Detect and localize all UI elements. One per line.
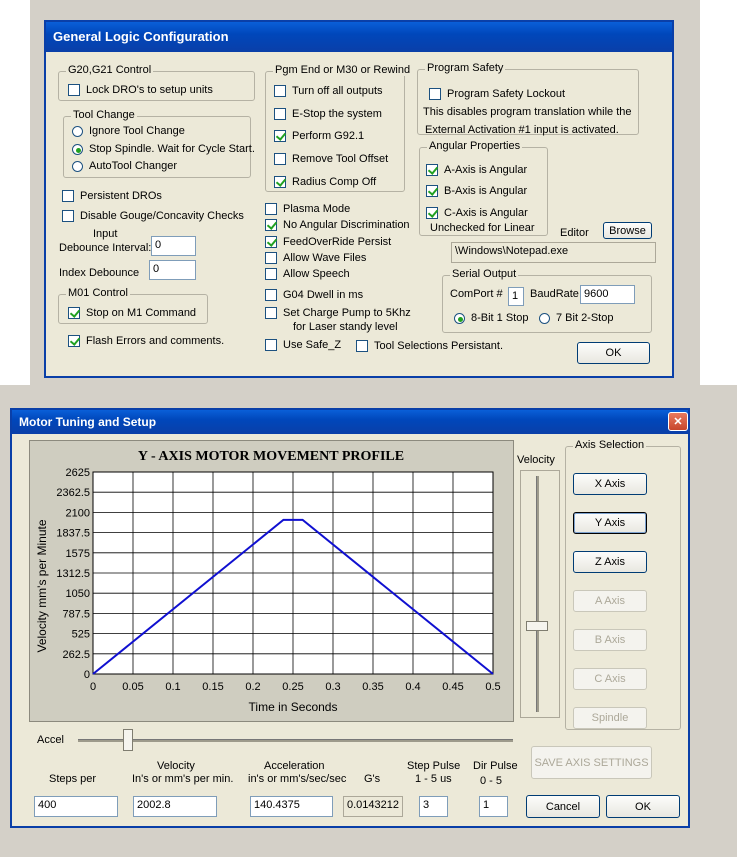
- b-axis-angular-checkbox[interactable]: [426, 184, 527, 198]
- checkbox-label: FeedOverRide Persist: [283, 236, 392, 248]
- debounce-label: Debounce Interval:: [59, 242, 152, 254]
- no-angular-discrimination-checkbox[interactable]: [265, 218, 410, 232]
- x-axis-button[interactable]: X Axis: [573, 473, 647, 495]
- x-tick-label: 0.15: [202, 681, 224, 693]
- y-tick-label: 0: [83, 669, 90, 681]
- checkbox-label: Stop on M1 Command: [86, 307, 197, 319]
- editor-label: Editor: [560, 227, 589, 239]
- radius-comp-checkbox[interactable]: [274, 175, 376, 189]
- checkbox-box[interactable]: [265, 203, 277, 215]
- velocity-slider-frame: [520, 470, 560, 718]
- feedoverride-persist-checkbox[interactable]: [265, 235, 391, 249]
- checkbox-box[interactable]: [274, 176, 286, 188]
- checkbox-box[interactable]: [68, 335, 80, 347]
- accel-slider-thumb[interactable]: [123, 729, 133, 751]
- checkbox-box[interactable]: [274, 153, 286, 165]
- program-safety-lockout-checkbox[interactable]: [429, 87, 565, 101]
- velocity-slider-track[interactable]: [536, 476, 539, 712]
- radio-dot[interactable]: [72, 144, 83, 155]
- checkbox-box[interactable]: [426, 207, 438, 219]
- acceleration-units: in's or mm's/sec/sec: [248, 773, 347, 785]
- x-tick-label: 0.05: [122, 681, 144, 693]
- x-tick-label: 0: [89, 681, 97, 693]
- turn-off-outputs-checkbox[interactable]: [274, 84, 383, 98]
- tool-change-group: [63, 109, 255, 178]
- checkbox-label: No Angular Discrimination: [283, 219, 410, 231]
- checkbox-label: Plasma Mode: [283, 203, 351, 215]
- allow-speech-checkbox[interactable]: [265, 267, 350, 281]
- step-pulse-label: Step Pulse: [407, 760, 461, 772]
- velocity-label: Velocity: [517, 454, 555, 466]
- b-axis-button[interactable]: B Axis: [573, 629, 647, 651]
- y-tick-label: 262.5: [62, 648, 90, 661]
- chart-title: Y - AXIS MOTOR MOVEMENT PROFILE: [137, 449, 405, 464]
- checkbox-label: C-Axis is Angular: [444, 207, 528, 219]
- checkbox-box[interactable]: [265, 268, 277, 280]
- browse-button[interactable]: Browse: [603, 222, 652, 239]
- y-tick-label: 2625: [65, 467, 90, 479]
- checkbox-box[interactable]: [356, 340, 368, 352]
- y-tick-label: 1312.5: [56, 568, 90, 580]
- accel-slider-track[interactable]: [78, 739, 513, 742]
- checkbox-box[interactable]: [274, 85, 286, 97]
- close-icon[interactable]: ✕: [668, 412, 688, 431]
- persistent-dros-checkbox[interactable]: [62, 189, 162, 203]
- radio-dot[interactable]: [72, 126, 83, 137]
- dir-pulse-input[interactable]: 1: [479, 796, 508, 817]
- radio-label: 7 Bit 2-Stop: [556, 312, 614, 324]
- checkbox-box[interactable]: [265, 236, 277, 248]
- axis-selection-group: [565, 439, 681, 730]
- radio-dot[interactable]: [72, 161, 83, 172]
- program-safety-desc2: External Activation #1 input is activated.: [425, 124, 619, 136]
- radio-dot[interactable]: [454, 313, 465, 324]
- program-safety-title: Program Safety: [427, 62, 504, 74]
- stop-m1-checkbox[interactable]: [68, 306, 196, 320]
- editor-path-field[interactable]: \Windows\Notepad.exe: [451, 242, 656, 263]
- flash-errors-checkbox[interactable]: [68, 334, 224, 348]
- program-safety-group: [417, 62, 639, 136]
- angular-note: Unchecked for Linear: [430, 222, 535, 234]
- estop-checkbox[interactable]: [274, 107, 382, 121]
- velocity-input[interactable]: 2002.8: [133, 796, 217, 817]
- dir-pulse-label: Dir Pulse: [473, 760, 518, 772]
- checkbox-label: Disable Gouge/Concavity Checks: [80, 210, 244, 222]
- x-axis-ticks: [90, 681, 501, 693]
- general-ok-button[interactable]: OK: [577, 342, 650, 364]
- remove-tool-offset-checkbox[interactable]: [274, 152, 388, 166]
- general-window-title: General Logic Configuration: [46, 22, 672, 52]
- g20-group-title: G20,G21 Control: [68, 64, 152, 76]
- baudrate-label: BaudRate: [530, 288, 579, 300]
- y-tick-label: 1050: [65, 588, 90, 601]
- c-axis-button[interactable]: C Axis: [573, 668, 647, 690]
- angular-properties-title: Angular Properties: [429, 140, 521, 152]
- checkbox-label: B-Axis is Angular: [444, 185, 528, 197]
- angular-properties-group: [419, 140, 548, 236]
- y-tick-label: 2362.5: [56, 487, 90, 500]
- program-safety-desc1: This disables program translation while the: [423, 106, 632, 118]
- serial-output-group: [442, 268, 652, 333]
- baudrate-input[interactable]: 9600: [580, 285, 635, 304]
- charge-pump-sublabel: for Laser standy level: [293, 321, 398, 333]
- steps-per-label: Steps per: [49, 773, 97, 785]
- c-axis-angular-checkbox[interactable]: [426, 206, 528, 220]
- tool-selections-checkbox[interactable]: [356, 339, 503, 353]
- velocity-profile-chart: [29, 440, 514, 722]
- x-tick-label: 0.35: [362, 681, 384, 693]
- x-axis-label: Time in Seconds: [248, 700, 338, 714]
- m01-group: [58, 287, 208, 324]
- checkbox-label: Persistent DROs: [80, 190, 162, 202]
- checkbox-box[interactable]: [265, 219, 277, 231]
- cancel-button[interactable]: Cancel: [526, 795, 600, 818]
- checkbox-box[interactable]: [274, 130, 286, 142]
- y-tick-label: 1575: [65, 547, 90, 560]
- y-tick-label: 2100: [65, 507, 90, 520]
- gs-label: G's: [364, 773, 381, 785]
- ignore-tool-change-radio[interactable]: [72, 124, 185, 138]
- z-axis-button[interactable]: Z Axis: [573, 551, 647, 573]
- checkbox-box[interactable]: [265, 307, 277, 319]
- checkbox-label: Tool Selections Persistant.: [374, 340, 504, 352]
- save-axis-settings-button[interactable]: SAVE AXIS SETTINGS: [531, 746, 652, 779]
- axis-selection-title: Axis Selection: [575, 439, 645, 451]
- chart-grid: [93, 472, 493, 674]
- checkbox-label: G04 Dwell in ms: [283, 289, 364, 301]
- y-axis-label: Velocity mm's per Minute: [35, 519, 49, 653]
- use-safe-z-checkbox[interactable]: [265, 338, 341, 352]
- velocity-slider-thumb[interactable]: [526, 621, 548, 631]
- checkbox-label: Remove Tool Offset: [292, 153, 389, 165]
- checkbox-box[interactable]: [265, 289, 277, 301]
- velocity-field-label: Velocity: [157, 760, 195, 772]
- index-debounce-label: Index Debounce: [59, 267, 140, 279]
- dir-pulse-range: 0 - 5: [480, 775, 503, 787]
- checkbox-box[interactable]: [68, 307, 80, 319]
- radio-label: Ignore Tool Change: [89, 125, 185, 137]
- checkbox-label: E-Stop the system: [292, 108, 382, 120]
- autotool-changer-radio[interactable]: [72, 159, 177, 173]
- accel-label: Accel: [37, 734, 64, 746]
- checkbox-label: Use Safe_Z: [283, 339, 342, 351]
- checkbox-box[interactable]: [274, 108, 286, 120]
- step-pulse-range: 1 - 5 us: [415, 773, 452, 785]
- checkbox-box[interactable]: [426, 185, 438, 197]
- serial-8bit-radio[interactable]: [454, 311, 528, 325]
- serial-7bit-radio[interactable]: [539, 311, 613, 325]
- checkbox-box[interactable]: [265, 339, 277, 351]
- pgm-end-group: [265, 64, 411, 192]
- x-tick-label: 0.25: [282, 681, 304, 693]
- debounce-input[interactable]: 0: [151, 236, 196, 256]
- checkbox-box[interactable]: [429, 88, 441, 100]
- disable-gouge-checkbox[interactable]: [62, 209, 244, 223]
- charge-pump-checkbox[interactable]: [265, 306, 411, 320]
- checkbox-label: Allow Speech: [283, 268, 350, 280]
- steps-per-input[interactable]: 400: [34, 796, 118, 817]
- comport-label: ComPort #: [450, 288, 503, 300]
- checkbox-box[interactable]: [426, 164, 438, 176]
- a-axis-angular-checkbox[interactable]: [426, 163, 527, 177]
- x-tick-label: 0.3: [325, 681, 341, 693]
- g92-checkbox[interactable]: [274, 129, 364, 143]
- plasma-mode-checkbox[interactable]: [265, 202, 350, 216]
- m01-title: M01 Control: [68, 287, 128, 299]
- comport-input[interactable]: 1: [508, 287, 524, 306]
- x-tick-label: 0.4: [405, 681, 421, 693]
- general-logic-window: [44, 20, 674, 378]
- spindle-button[interactable]: Spindle: [573, 707, 647, 729]
- lock-dro-label: Lock DRO's to setup units: [86, 84, 213, 96]
- radio-dot[interactable]: [539, 313, 550, 324]
- motor-ok-button[interactable]: OK: [606, 795, 680, 818]
- a-axis-button[interactable]: A Axis: [573, 590, 647, 612]
- checkbox-label: Radius Comp Off: [292, 176, 377, 188]
- input-label: Input: [93, 228, 118, 240]
- radio-label: 8-Bit 1 Stop: [471, 312, 529, 324]
- x-tick-label: 0.2: [245, 681, 261, 693]
- lock-dro-box[interactable]: [68, 84, 80, 96]
- y-tick-label: 787.5: [62, 608, 90, 621]
- radio-label: Stop Spindle. Wait for Cycle Start.: [89, 143, 255, 155]
- step-pulse-input[interactable]: 3: [419, 796, 448, 817]
- y-axis-ticks: [56, 467, 90, 681]
- y-axis-button[interactable]: Y Axis: [573, 512, 647, 534]
- g04-dwell-checkbox[interactable]: [265, 288, 363, 302]
- motor-tuning-window: [10, 408, 690, 828]
- checkbox-label: Turn off all outputs: [292, 85, 383, 97]
- allow-wave-files-checkbox[interactable]: [265, 251, 366, 265]
- radio-label: AutoTool Changer: [89, 160, 178, 172]
- x-tick-label: 0.45: [442, 681, 464, 693]
- checkbox-box[interactable]: [265, 252, 277, 264]
- acceleration-label: Acceleration: [264, 760, 325, 772]
- velocity-field-units: In's or mm's per min.: [132, 773, 234, 785]
- serial-output-title: Serial Output: [452, 268, 517, 280]
- checkbox-box[interactable]: [62, 210, 74, 222]
- x-tick-label: 0.1: [165, 681, 181, 693]
- checkbox-label: Flash Errors and comments.: [86, 335, 225, 347]
- index-debounce-input[interactable]: 0: [149, 260, 196, 280]
- checkbox-label: A-Axis is Angular: [444, 164, 528, 176]
- y-tick-label: 1837.5: [56, 527, 90, 540]
- gs-field: 0.0143212: [343, 796, 403, 817]
- checkbox-label: Perform G92.1: [292, 130, 365, 142]
- tool-change-title: Tool Change: [73, 109, 135, 121]
- stop-spindle-radio[interactable]: [72, 142, 255, 156]
- acceleration-input[interactable]: 140.4375: [250, 796, 333, 817]
- motor-window-title: Motor Tuning and Setup: [12, 410, 688, 434]
- checkbox-box[interactable]: [62, 190, 74, 202]
- pgm-end-title: Pgm End or M30 or Rewind: [275, 64, 411, 76]
- y-tick-label: 525: [71, 628, 90, 641]
- x-tick-label: 0.5: [485, 681, 501, 693]
- checkbox-label: Program Safety Lockout: [447, 88, 566, 100]
- checkbox-label: Allow Wave Files: [283, 252, 367, 264]
- g20-group: [58, 64, 255, 101]
- lock-dro-checkbox[interactable]: [68, 83, 213, 97]
- checkbox-label: Set Charge Pump to 5Khz: [283, 307, 411, 319]
